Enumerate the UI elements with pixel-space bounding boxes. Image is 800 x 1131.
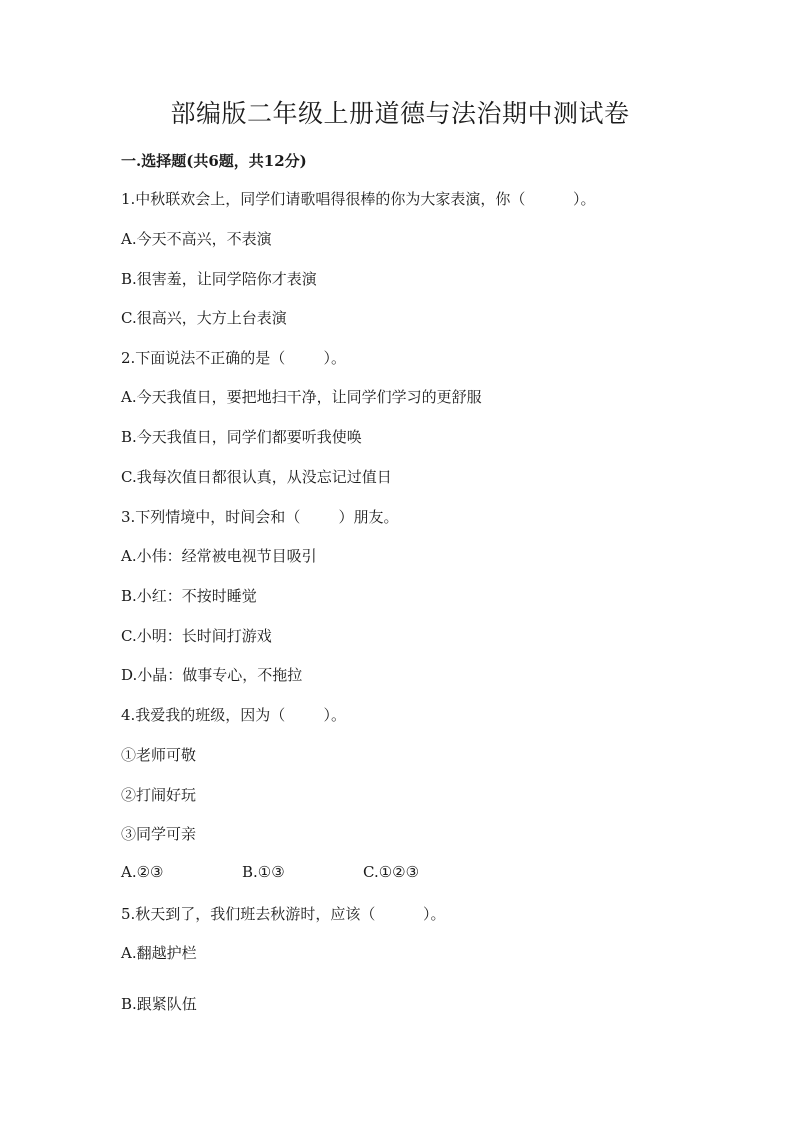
question-4-option-b: B.①③	[242, 863, 285, 881]
question-3-option-c: C.小明：长时间打游戏	[121, 627, 272, 645]
question-4-option-c: C.①②③	[363, 863, 420, 881]
question-5-stem: 5.秋天到了，我们班去秋游时，应该（ ）。	[121, 905, 446, 923]
question-2-option-a: A.今天我值日，要把地扫干净，让同学们学习的更舒服	[121, 388, 482, 406]
question-3-option-a: A.小伟：经常被电视节目吸引	[121, 547, 317, 565]
question-4-option-a: A.②③	[121, 863, 164, 881]
question-4-statement-2: ②打闹好玩	[121, 786, 197, 804]
question-1-option-b: B.很害羞，让同学陪你才表演	[121, 270, 317, 288]
question-1-option-c: C.很高兴，大方上台表演	[121, 309, 287, 327]
question-3-stem: 3.下列情境中，时间会和（ ）朋友。	[121, 508, 399, 526]
question-5-option-b: B.跟紧队伍	[121, 995, 197, 1013]
question-2-option-c: C.我每次值日都很认真，从没忘记过值日	[121, 468, 392, 486]
question-2-stem: 2.下面说法不正确的是（ ）。	[121, 349, 346, 367]
question-4-stem: 4.我爱我的班级，因为（ ）。	[121, 706, 346, 724]
question-3-option-d: D.小晶：做事专心，不拖拉	[121, 666, 303, 684]
question-1-stem: 1.中秋联欢会上，同学们请歌唱得很棒的你为大家表演，你（ ）。	[121, 190, 596, 208]
question-2-option-b: B.今天我值日，同学们都要听我使唤	[121, 428, 362, 446]
question-1-option-a: A.今天不高兴，不表演	[121, 230, 272, 248]
question-5-option-a: A.翻越护栏	[121, 944, 197, 962]
section-heading: 一.选择题(共6题，共12分)	[121, 152, 307, 170]
question-4-statement-3: ③同学可亲	[121, 825, 197, 843]
question-3-option-b: B.小红：不按时睡觉	[121, 587, 257, 605]
question-4-statement-1: ①老师可敬	[121, 746, 197, 764]
page-title: 部编版二年级上册道德与法治期中测试卷	[170, 99, 630, 128]
